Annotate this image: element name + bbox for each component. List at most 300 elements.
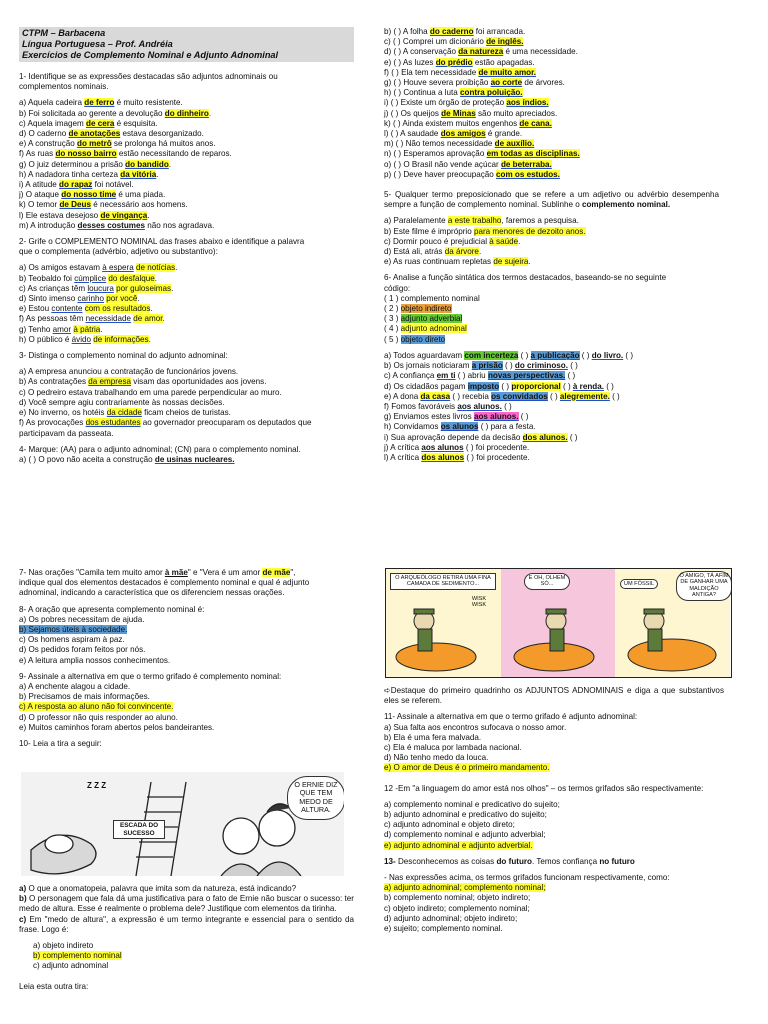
text-fragment: b) ( ) A folha: [384, 27, 430, 36]
text-fragment: i) ( ) Existe um órgão de proteção: [384, 98, 507, 108]
q3-item: [19, 429, 354, 439]
text-fragment: a) Os amigos estavam: [19, 263, 103, 273]
q4-item: [384, 37, 719, 47]
text-fragment: a publicação: [530, 350, 580, 360]
text-fragment: complemento nominal: [400, 293, 480, 303]
q4-item: [384, 160, 719, 170]
text-fragment: estava desorganizado.: [120, 129, 204, 139]
text-fragment: f) As provocações: [19, 418, 86, 428]
q9-intro: 9- Assinale a alternativa em que o termo grifado é complemento nominal:: [19, 671, 282, 681]
highlight-term: da cidade: [106, 408, 142, 418]
text-fragment: c) ( ) Comprei um dicionário: [384, 37, 487, 47]
q12-item: [384, 810, 724, 820]
q11-item: [384, 743, 724, 753]
text-fragment: à espera: [102, 263, 134, 273]
q4-item: [384, 129, 719, 139]
ernie-sign: ESCADA DO SUCESSO: [113, 820, 165, 839]
q4-item: [384, 78, 719, 88]
q9-item: [19, 713, 354, 723]
text-fragment: de auxílio.: [494, 139, 535, 149]
q2-item: [19, 284, 354, 294]
right-column-top: [384, 27, 719, 463]
text-fragment: b) Precisamos de mais informações.: [19, 692, 150, 702]
text-fragment: de Minas: [441, 108, 476, 118]
text-fragment: é esquisita.: [114, 118, 158, 128]
text-fragment: ( ): [499, 381, 512, 391]
q4-item: [384, 119, 719, 129]
text-fragment: do nosso bairro: [55, 149, 117, 159]
q10-option: [33, 961, 354, 971]
text-fragment: i) Sua aprovação depende da decisão: [384, 432, 523, 442]
garfield-sound: WISK WISK: [471, 596, 487, 609]
text-fragment: .: [156, 169, 159, 179]
q6-item: [384, 351, 719, 361]
text-fragment: a) complemento nominal e predicativo do sujeito;: [384, 799, 560, 809]
q4-item: [384, 109, 719, 119]
text-fragment: em todas as disciplinas.: [486, 149, 580, 159]
text-fragment: g) ( ) Houve severa proibição: [384, 78, 491, 88]
text-fragment: necessidade: [85, 314, 132, 324]
q5-item: [384, 237, 719, 247]
q4-item: [384, 170, 719, 180]
q8-item: [19, 635, 354, 645]
q6-codes: [384, 294, 719, 345]
text-fragment: a) objeto indireto: [33, 941, 94, 951]
q11-item: [384, 733, 724, 743]
text-fragment: b) As contratações: [19, 377, 89, 387]
text-fragment: ávido: [71, 334, 91, 344]
q13-item: [384, 883, 724, 893]
q9-item: [19, 702, 354, 712]
text-fragment: imposto: [467, 381, 500, 391]
text-fragment: e) sujeito; complemento nominal.: [384, 924, 503, 934]
text-fragment: j) A crítica: [384, 442, 422, 452]
text-fragment: b) adjunto adnominal e predicativo do sujeito;: [384, 810, 547, 820]
q2-item: [19, 294, 354, 304]
text-fragment: do criminoso.: [514, 361, 568, 371]
q5-intro: 5- Qualquer termo preposicionado que se refere a um adjetivo ou advérbio desempenha sempre a função de complemento nominal. Sublinhe o complemento nominal.: [384, 190, 719, 210]
text-fragment: estão apagadas.: [472, 57, 535, 67]
q8-item: [19, 625, 354, 635]
text-fragment: de notícias: [135, 263, 176, 273]
q9-item: [19, 723, 354, 733]
left-column-q10: [19, 884, 354, 992]
q10-intro: 10- Leia a tira a seguir:: [19, 739, 102, 749]
q8-intro: 8- A oração que apresenta complemento nominal é:: [19, 604, 205, 614]
garfield-bubble-4: Ó AMIGO, TÁ AFIM DE GANHAR UMA MALDIÇÃO ANTIGA?: [676, 571, 732, 601]
text-fragment: i) A atitude: [19, 180, 60, 190]
text-fragment: ( ): [567, 432, 578, 442]
text-fragment: de anotações: [68, 129, 121, 139]
text-fragment: d) Está ali, atrás: [384, 247, 445, 257]
text-fragment: c) Aquela imagem: [19, 118, 87, 128]
text-fragment: do dinheiro: [164, 108, 209, 118]
text-fragment: c) objeto indireto; complemento nominal;: [384, 903, 530, 913]
text-fragment: f) As pessoas têm: [19, 314, 86, 324]
q3-item: [19, 398, 354, 408]
q6-intro2: código:: [384, 283, 411, 293]
q1-item: [19, 221, 354, 231]
text-fragment: de cana.: [519, 118, 552, 128]
q1-item: [19, 129, 354, 139]
text-fragment: não nos agradava.: [145, 220, 215, 230]
text-fragment: participavam da passeata.: [19, 428, 114, 438]
q1-item: [19, 149, 354, 159]
text-fragment: ( ) para a festa.: [478, 422, 536, 432]
q12-item: [384, 841, 724, 851]
q8-item: [19, 645, 354, 655]
text-fragment: de amor: [133, 314, 163, 324]
q1-item: [19, 180, 354, 190]
q2-intro: 2- Grife o COMPLEMENTO NOMINAL das frases abaixo e identifique a palavra: [19, 237, 305, 247]
text-fragment: se prolonga há muitos anos.: [111, 139, 216, 149]
text-fragment: são muito apreciados.: [475, 108, 558, 118]
text-fragment: .: [147, 210, 150, 220]
text-fragment: de informações: [93, 334, 149, 344]
text-fragment: contente: [51, 304, 83, 314]
q1-item: [19, 119, 354, 129]
text-fragment: e) No inverno, os hotéis: [19, 408, 107, 418]
q6-item: [384, 361, 719, 371]
text-fragment: a) A enchente alagou a cidade.: [19, 682, 131, 692]
text-fragment: b) Este filme é impróprio: [384, 226, 474, 236]
q6-item: [384, 412, 719, 422]
q6-item: [384, 371, 719, 381]
header-school: CTPM – Barbacena: [22, 28, 106, 38]
text-fragment: e) ( ) As luzes: [384, 57, 436, 67]
q8-list: [19, 615, 354, 666]
text-fragment: h) ( ) Continua a luta: [384, 88, 461, 98]
text-fragment: do metrô: [77, 139, 112, 149]
text-fragment: c) Dormir pouco é prejudicial: [384, 236, 490, 246]
text-fragment: à renda.: [572, 381, 604, 391]
text-fragment: b) Sejamos úteis à sociedade.: [19, 625, 128, 635]
text-fragment: da casa: [420, 391, 451, 401]
q13-intro: - Nas expressões acima, os termos grifados funcionam respectivamente, como:: [384, 873, 670, 883]
text-fragment: ( ): [609, 391, 620, 401]
text-fragment: alegremente.: [559, 391, 610, 401]
text-fragment: o) ( ) O Brasil não vende açúcar: [384, 159, 501, 169]
text-fragment: .: [528, 257, 531, 267]
q12-item: [384, 820, 724, 830]
text-fragment: d) Sinto imenso: [19, 294, 78, 304]
text-fragment: .: [162, 314, 165, 324]
q10-a: a) O que a onomatopeia, palavra que imita som da natureza, está indicando?: [19, 884, 297, 893]
text-fragment: h) Convidamos: [384, 422, 441, 432]
q11-item: [384, 753, 724, 763]
text-fragment: a) Aquela cadeira: [19, 98, 85, 108]
text-fragment: ( 1 ): [384, 293, 401, 303]
text-fragment: dos alunos: [421, 452, 465, 462]
text-fragment: do livro.: [591, 350, 624, 360]
text-fragment: adjunto adverbial: [400, 314, 463, 324]
q6-item: [384, 392, 719, 402]
text-fragment: com os resultados: [84, 304, 151, 314]
text-fragment: ( ): [567, 361, 578, 371]
q6-item: [384, 382, 719, 392]
text-fragment: .: [175, 263, 178, 273]
text-fragment: m) A introdução: [19, 220, 78, 230]
q1-item: [19, 160, 354, 170]
q6-code: [384, 314, 719, 324]
text-fragment: para menores de dezoito anos.: [473, 226, 586, 236]
text-fragment: d) O professor não quis responder ao aluno.: [19, 712, 178, 722]
text-fragment: , faremos a pesquisa.: [501, 216, 579, 226]
text-fragment: c) As crianças têm: [19, 283, 88, 293]
text-fragment: ( ) foi procedente.: [464, 452, 530, 462]
q13-item: [384, 924, 724, 934]
text-fragment: p) ( ) Deve haver preocupação: [384, 169, 497, 179]
q13-item: [384, 914, 724, 924]
q12-intro: 12 -Em "a linguagem do amor está nos olhos" – os termos grifados são respectivamente:: [384, 783, 704, 793]
header-box: [19, 27, 354, 62]
text-fragment: n) ( ) Esperamos aprovação: [384, 149, 487, 159]
q6-item: [384, 433, 719, 443]
q13-list: [384, 883, 724, 934]
text-fragment: e) A dona: [384, 391, 421, 401]
text-fragment: ( ): [579, 350, 592, 360]
q1-item: [19, 139, 354, 149]
text-fragment: b) complemento nominal; objeto indireto;: [384, 893, 531, 903]
ernie-comic: [21, 772, 344, 876]
text-fragment: ( ): [560, 381, 573, 391]
text-fragment: do bandido: [125, 159, 169, 169]
text-fragment: l) ( ) A saudade: [384, 129, 441, 139]
text-fragment: .: [208, 108, 212, 118]
text-fragment: objeto indireto: [400, 304, 452, 314]
q6-list: [384, 351, 719, 463]
highlight-term: da empresa: [88, 377, 132, 387]
q1-intro: 1- Identifique se as expressões destacadas são adjuntos adnominais ou: [19, 72, 278, 81]
q8-item: [19, 656, 354, 666]
text-fragment: os convidados: [491, 391, 548, 401]
q10-c: c) Em "medo de altura", a expressão é um termo integrante e essencial para o sentido da frase. Logo é:: [19, 914, 354, 934]
text-fragment: d) Você sempre agiu contrariamente às nossas decisões.: [19, 397, 225, 407]
text-fragment: ( ): [501, 401, 512, 411]
q3-item: [19, 408, 354, 418]
text-fragment: foi notável.: [92, 180, 134, 190]
text-fragment: estão necessitando de reparos.: [116, 149, 232, 159]
q5-item: [384, 247, 719, 257]
text-fragment: do prédio: [435, 57, 473, 67]
text-fragment: k) O temor: [19, 200, 60, 210]
text-fragment: com os estudos.: [496, 169, 560, 179]
q6-item: [384, 402, 719, 412]
q2-item: [19, 274, 354, 284]
text-fragment: é muito resistente.: [114, 98, 183, 108]
text-fragment: d) adjunto adnominal; objeto indireto;: [384, 913, 518, 923]
q10-b: b) O personagem que fala dá uma justificativa para o fato de Ernie não buscar o sucesso: ter medo de altura. Esse é realmente o problema dele? Justifique com elementos da tirinha.: [19, 894, 354, 914]
text-fragment: carinho: [77, 294, 105, 304]
text-fragment: f) ( ) Ela tem necessidade: [384, 67, 479, 77]
q3-item: [19, 367, 354, 377]
q1-item: [19, 200, 354, 210]
text-fragment: de cera: [86, 118, 115, 128]
text-fragment: ficam cheios de turistas.: [141, 408, 231, 418]
left-column-top: [19, 27, 354, 465]
garfield-bubble-1: O ARQUEÓLOGO RETIRA UMA FINA CAMADA DE SEDIMENTO...: [390, 573, 496, 590]
q6-code: [384, 304, 719, 314]
text-fragment: .: [154, 273, 157, 283]
text-fragment: b) Teobaldo foi: [19, 273, 75, 283]
garfield-comic: [385, 568, 732, 678]
q10-option: [33, 941, 354, 951]
text-fragment: de beterraba.: [500, 159, 552, 169]
garfield-bubble-3: UM FÓSSIL: [620, 579, 658, 589]
q7-line3: adnominal, indicando a característica que os diferenciem nessas orações.: [19, 588, 285, 598]
text-fragment: do caderno: [429, 27, 474, 36]
text-fragment: .: [150, 304, 153, 314]
q12-item: [384, 800, 724, 810]
q13-item: [384, 893, 724, 903]
q6-item: [384, 422, 719, 432]
text-fragment: por você: [106, 294, 138, 304]
q12-item: [384, 830, 724, 840]
text-fragment: a) Todos aguardavam: [384, 350, 465, 360]
q7-line2: indique qual dos elementos destacados é complemento nominal e qual é adjunto: [19, 578, 310, 588]
q9-list: [19, 682, 354, 733]
text-fragment: de muito amor.: [478, 67, 537, 77]
q1-item: [19, 109, 354, 119]
text-fragment: ( 2 ): [384, 304, 401, 314]
text-fragment: b) Ela é uma fera malvada.: [384, 732, 482, 742]
q3-item: [19, 388, 354, 398]
text-fragment: de inglês.: [486, 37, 524, 47]
text-fragment: de árvores.: [522, 78, 565, 88]
text-fragment: ( ): [623, 350, 634, 360]
text-fragment: .: [148, 334, 151, 344]
text-fragment: a) adjunto adnominal; complemento nominal;: [384, 883, 546, 893]
garfield-bubble-2: E OH, OLHEM SÓ...: [524, 573, 570, 590]
text-fragment: visam das oportunidades aos jovens.: [131, 377, 267, 387]
text-fragment: ( ): [518, 412, 529, 422]
q1-item: [19, 190, 354, 200]
text-fragment: c) A confiança: [384, 371, 437, 381]
text-fragment: c) Os homens aspiram à paz.: [19, 635, 125, 645]
text-fragment: a) Paralelamente: [384, 216, 448, 226]
text-fragment: de vingança: [100, 210, 148, 220]
text-fragment: da árvore: [444, 247, 479, 257]
text-fragment: os alunos: [440, 422, 479, 432]
text-fragment: f) As ruas: [19, 149, 56, 159]
text-fragment: proporcional: [511, 381, 561, 391]
text-fragment: e) Muitos caminhos foram abertos pelos bandeirantes.: [19, 722, 215, 732]
q1-list: [19, 98, 354, 231]
text-fragment: d) O caderno: [19, 129, 69, 139]
text-fragment: de Deus: [59, 200, 91, 210]
text-fragment: amor: [52, 324, 72, 334]
text-fragment: dos amigos: [440, 129, 486, 139]
text-fragment: ao governador preocuparam os deputados que: [140, 418, 312, 428]
text-fragment: da vitória: [120, 169, 157, 179]
q1-item: [19, 170, 354, 180]
text-fragment: a prisão: [471, 361, 503, 371]
q4-item: [384, 27, 719, 37]
text-fragment: l) A crítica: [384, 452, 422, 462]
text-fragment: c) adjunto adnominal e objeto direto;: [384, 820, 515, 830]
text-fragment: ( 5 ): [384, 334, 401, 344]
q2-item: [19, 335, 354, 345]
q3-item: [19, 418, 354, 428]
text-fragment: c) O pedreiro estava trabalhando em uma parede perpendicular ao muro.: [19, 387, 282, 397]
text-fragment: ao corte: [490, 78, 523, 88]
text-fragment: b) Foi solicitada ao gerente a devolução: [19, 108, 165, 118]
q4-item: [384, 47, 719, 57]
text-fragment: e) Estou: [19, 304, 52, 314]
left-column-bottom: [19, 568, 354, 749]
text-fragment: foi arrancada.: [473, 27, 526, 36]
text-fragment: j) ( ) Os queijos: [384, 108, 442, 118]
text-fragment: adjunto adnominal: [400, 324, 467, 334]
right-column-bottom: [384, 686, 724, 934]
text-fragment: g) Tenho: [19, 324, 53, 334]
q4-instructions: 4- Marque: (AA) para o adjunto adnominal; (CN) para o complemento nominal.: [19, 444, 301, 454]
ernie-speech-bubble: O ERNIE DIZ QUE TEM MEDO DE ALTURA.: [287, 776, 344, 820]
text-fragment: e) As ruas continuam repletas: [384, 257, 494, 267]
text-fragment: .: [518, 236, 521, 246]
q1-intro2: complementos nominais.: [19, 82, 109, 92]
text-fragment: à saúde: [489, 236, 519, 246]
q2-intro2: que o complementa (advérbio, adjetivo ou substantivo):: [19, 247, 218, 257]
text-fragment: c) Ela é maluca por lambada nacional.: [384, 743, 522, 753]
q11-item: [384, 763, 724, 773]
q6-item: [384, 453, 719, 463]
text-fragment: h) A nadadora tinha certeza: [19, 169, 121, 179]
text-fragment: m) ( ) Não temos necessidade: [384, 139, 495, 149]
q11-item: [384, 723, 724, 733]
text-fragment: d) ( ) A conservação: [384, 47, 459, 57]
text-fragment: h) O público é: [19, 334, 72, 344]
q2-item: [19, 304, 354, 314]
text-fragment: ( ) foi procedente.: [463, 442, 530, 452]
q11-intro: 11- Assinale a alternativa em que o termo grifado é adjunto adnominal:: [384, 712, 638, 722]
text-fragment: g) O juiz determinou a prisão: [19, 159, 126, 169]
text-fragment: em ti: [436, 371, 456, 381]
text-fragment: dos alunos.: [522, 432, 568, 442]
text-fragment: à pátria: [73, 324, 101, 334]
text-fragment: e) O amor de Deus é o primeiro mandamento.: [384, 763, 550, 773]
q3-list: [19, 367, 354, 438]
q13-title: 13- Desconhecemos as coisas do futuro. Temos confiança no futuro: [384, 856, 635, 866]
q5-list: [384, 216, 719, 267]
text-fragment: f) Fomos favoráveis: [384, 401, 458, 411]
text-fragment: com incerteza: [464, 350, 519, 360]
q9-item: [19, 682, 354, 692]
q4-item: [384, 68, 719, 78]
text-fragment: novas perspectivas.: [487, 371, 566, 381]
text-fragment: .: [168, 159, 172, 169]
header-title: Exercícios de Complemento Nominal e Adjunto Adnominal: [22, 50, 279, 60]
q4-item: [384, 149, 719, 159]
text-fragment: é grande.: [485, 129, 523, 139]
text-fragment: ( 3 ): [384, 314, 401, 324]
text-fragment: e) adjunto adnominal e adjunto adverbial.: [384, 840, 533, 850]
q3-item: [19, 377, 354, 387]
text-fragment: aos índios.: [506, 98, 549, 108]
q5-item: [384, 227, 719, 237]
ernie-zzz: Z Z Z: [87, 781, 107, 790]
q2-list: [19, 263, 354, 345]
text-fragment: b) complemento nominal: [33, 951, 122, 961]
text-fragment: por guloseimas: [116, 283, 172, 293]
q9-item: [19, 692, 354, 702]
q4-item: [384, 88, 719, 98]
text-fragment: contra poluição.: [460, 88, 523, 98]
text-fragment: j) O ataque: [19, 190, 62, 200]
text-fragment: a) Os pobres necessitam de ajuda.: [19, 614, 145, 624]
text-fragment: é necessário aos homens.: [90, 200, 188, 210]
q1-item: [19, 98, 354, 108]
